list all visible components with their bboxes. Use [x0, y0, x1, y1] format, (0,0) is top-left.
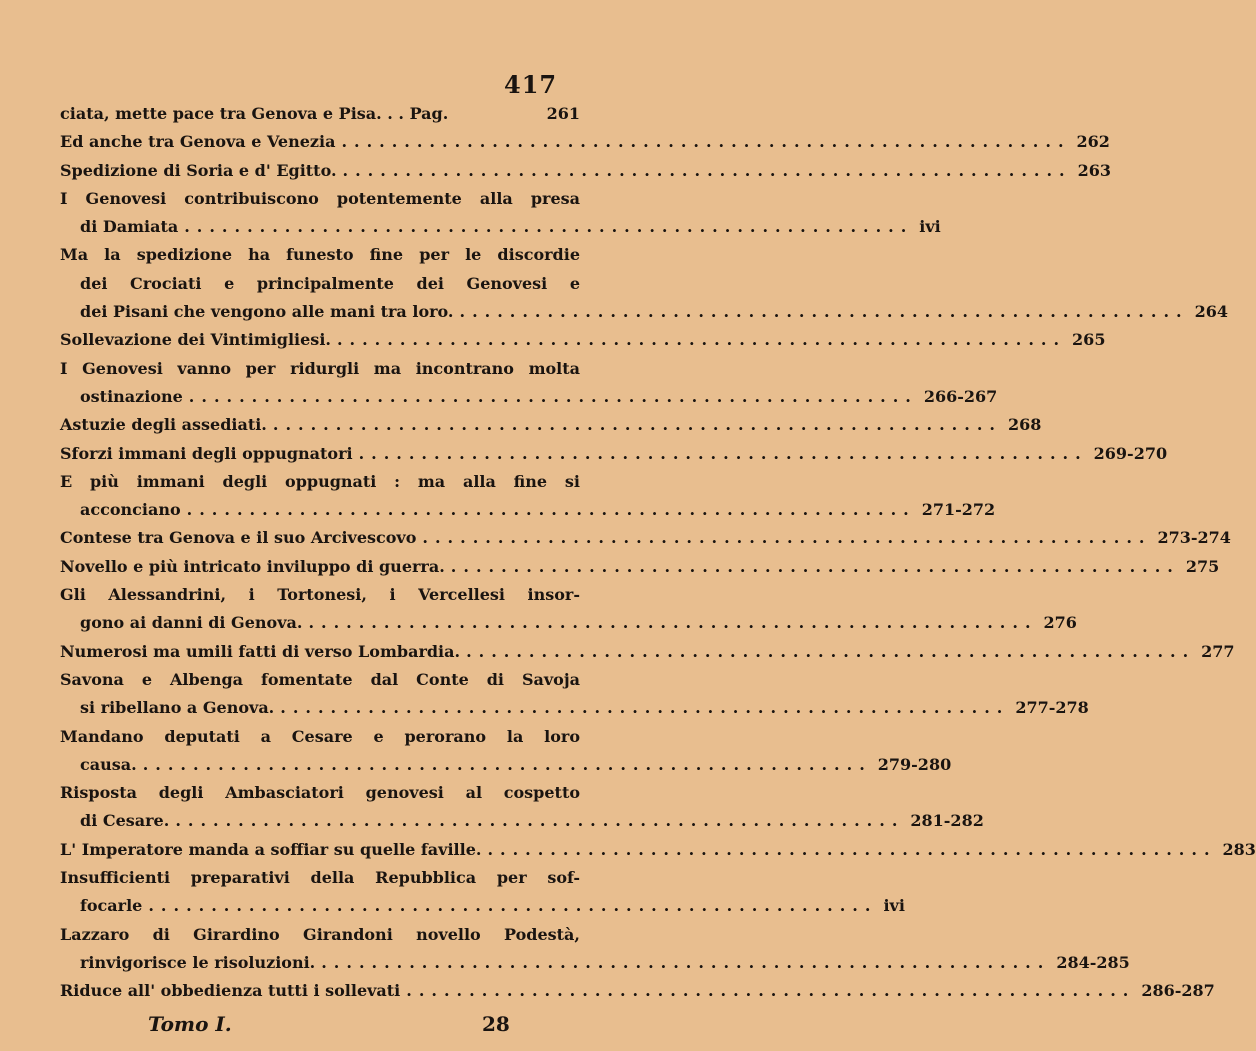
dot-leader: .......................................................... [487, 839, 1217, 859]
toc-entry [60, 977, 1215, 1005]
dot-leader: .......................................................... [336, 330, 1067, 350]
toc-entry-text: Numerosi ma umili fatti di verso Lombardia. [60, 641, 461, 661]
toc-entry-text: rinvigorisce le risoluzioni. [80, 952, 316, 972]
toc-entry-text: Gli Alessandrini, i Tortonesi, i Vercellesi insor- [60, 585, 580, 605]
toc-entry-line [60, 807, 984, 835]
dot-leader: .......................................................... [342, 160, 1072, 180]
toc-entry [60, 638, 1235, 666]
toc-entry-line [60, 892, 905, 920]
toc-page-ref: 261 [546, 104, 580, 123]
toc-page-ref: 266-267 [923, 386, 998, 406]
toc-entry [60, 666, 1089, 723]
toc-entry-text: Lazzaro di Girardino Girandoni novello Podestà, [60, 924, 580, 944]
dot-leader: .......................................................... [406, 981, 1136, 1001]
toc-entry-text: di Damiata [80, 217, 179, 237]
dot-leader: .......................................................... [341, 132, 1071, 152]
dot-leader: .......................................................... [422, 528, 1152, 548]
toc-entry [60, 779, 984, 836]
toc-page-ref: 265 [1072, 330, 1106, 350]
toc-entry-text: Risposta degli Ambasciatori genovesi al cospetto [60, 783, 580, 803]
toc-entry-text: Mandano deputati a Cesare e perorano la loro [60, 726, 580, 746]
toc-page-ref: 277 [1201, 641, 1235, 661]
toc-entry-line [60, 864, 580, 892]
toc-entry-text: Astuzie degli assediati. [60, 415, 267, 435]
toc-entry-text: ciata, mette pace tra Genova e Pisa. . . Pag. [60, 104, 449, 123]
toc-entry-line [60, 751, 952, 779]
toc-entry [60, 524, 1231, 552]
toc-entry [60, 723, 952, 780]
toc-entry-text: Insufficienti preparativi della Repubblica per sof- [60, 868, 580, 888]
toc-entry-line [60, 128, 1110, 156]
toc-entry-line [60, 468, 580, 496]
toc-entry [60, 468, 996, 525]
toc-entry-text: ostinazione [80, 386, 183, 406]
toc-entry-text: Sollevazione dei Vintimigliesi. [60, 330, 331, 350]
dot-leader: .......................................................... [280, 698, 1010, 718]
toc-page-ref: 263 [1077, 160, 1112, 180]
toc-page-ref: 269-270 [1093, 443, 1168, 463]
page-footer [148, 1012, 558, 1036]
volume-label: Tomo I. [148, 1012, 232, 1036]
dot-leader: .......................................................... [459, 302, 1189, 322]
toc-entry-line [60, 609, 1077, 637]
toc-entry-text: si ribellano a Genova. [80, 698, 275, 718]
toc-entry-text: Savona e Albenga fomentate dal Conte di Savoja [60, 669, 580, 689]
dot-leader: .......................................................... [321, 952, 1051, 972]
table-of-contents [60, 100, 1256, 1006]
toc-entry-line [60, 921, 580, 949]
toc-page-ref: 262 [1076, 132, 1110, 152]
toc-entry [60, 553, 1220, 581]
toc-entry-line [60, 326, 1106, 354]
toc-page-ref: 275 [1185, 556, 1220, 576]
toc-entry [60, 326, 1106, 354]
toc-page-ref: 281-282 [910, 811, 984, 831]
toc-entry-line [60, 723, 580, 751]
toc-entry-line [60, 779, 580, 807]
toc-entry [60, 355, 998, 412]
toc-entry-line [60, 836, 1256, 864]
dot-leader: .......................................................... [186, 500, 916, 520]
dot-leader: .......................................................... [148, 896, 878, 916]
toc-page-ref: 273-274 [1157, 528, 1231, 548]
toc-entry-text: E più immani degli oppugnati : ma alla fine si [60, 471, 580, 491]
toc-entry-text: Ma la spedizione ha funesto fine per le discordie [60, 245, 580, 265]
toc-entry-text: I Genovesi contribuiscono potentemente alla presa [60, 188, 580, 208]
toc-entry-text: Ed anche tra Genova e Venezia [60, 132, 336, 152]
toc-entry-text: Novello e più intricato inviluppo di guerra. [60, 556, 445, 576]
toc-page-ref: ivi [883, 896, 905, 916]
toc-entry-text: dei Pisani che vengono alle mani tra loro. [80, 302, 454, 322]
toc-entry [60, 864, 905, 921]
toc-page-ref: 283 [1222, 839, 1256, 859]
toc-entry-line [60, 524, 1231, 552]
toc-entry-text: causa. [80, 754, 137, 774]
toc-entry-line [60, 185, 580, 213]
signature-mark: 28 [482, 1012, 510, 1036]
dot-leader: .......................................................... [188, 386, 918, 406]
toc-page-ref: 286-287 [1141, 981, 1215, 1001]
toc-page-ref: 264 [1194, 302, 1228, 322]
toc-entry [60, 100, 580, 128]
toc-page-ref: 277-278 [1015, 698, 1089, 718]
dot-leader: .......................................................... [175, 811, 905, 831]
toc-entry-text: I Genovesi vanno per ridurgli ma incontrano molta [60, 358, 580, 378]
dot-leader: .......................................................... [308, 613, 1038, 633]
toc-entry [60, 411, 1042, 439]
toc-entry-text: focarle [80, 896, 143, 916]
toc-page-ref: ivi [919, 217, 941, 237]
toc-entry-line [60, 213, 941, 241]
dot-leader: .......................................................... [142, 754, 872, 774]
toc-entry-line [60, 270, 580, 298]
toc-entry-line [60, 355, 580, 383]
toc-entry-line [60, 638, 1235, 666]
toc-entry [60, 836, 1256, 864]
dot-leader: .......................................................... [466, 641, 1196, 661]
toc-entry-line [60, 298, 1228, 326]
toc-entry-line [60, 100, 580, 128]
toc-entry-text: acconciano [80, 500, 181, 520]
toc-entry-line [60, 157, 1112, 185]
toc-entry-text: L' Imperatore manda a soffiar su quelle faville. [60, 839, 482, 859]
toc-entry-text: Contese tra Genova e il suo Arcivescovo [60, 528, 417, 548]
toc-entry [60, 581, 1077, 638]
toc-entry-text: dei Crociati e principalmente dei Genovesi e [80, 273, 580, 293]
toc-page-ref: 284-285 [1056, 952, 1130, 972]
dot-leader: .......................................................... [450, 556, 1180, 576]
toc-entry-line [60, 553, 1220, 581]
dot-leader: .......................................................... [272, 415, 1002, 435]
toc-entry-text: gono ai danni di Genova. [80, 613, 303, 633]
toc-page-ref: 271-272 [921, 500, 996, 520]
dot-leader: .......................................................... [358, 443, 1088, 463]
toc-page-ref: 268 [1007, 415, 1042, 435]
toc-entry [60, 128, 1110, 156]
toc-entry-line [60, 411, 1042, 439]
toc-entry [60, 157, 1112, 185]
toc-entry-line [60, 241, 580, 269]
toc-entry-line [60, 977, 1215, 1005]
toc-entry-line [60, 581, 580, 609]
toc-entry-line [60, 440, 1168, 468]
toc-entry-text: di Cesare. [80, 811, 170, 831]
toc-page-ref: 279-280 [877, 754, 952, 774]
toc-entry [60, 241, 1228, 326]
toc-entry-line [60, 949, 1130, 977]
toc-entry-line [60, 496, 996, 524]
toc-entry-line [60, 666, 580, 694]
toc-entry-line [60, 694, 1089, 722]
page-number: 417 [504, 70, 558, 99]
toc-entry-text: Riduce all' obbedienza tutti i sollevati [60, 981, 401, 1001]
toc-entry-text: Spedizione di Soria e d' Egitto. [60, 160, 337, 180]
toc-entry-line [60, 383, 998, 411]
toc-entry [60, 440, 1168, 468]
toc-page-ref: 276 [1043, 613, 1077, 633]
toc-entry-text: Sforzi immani degli oppugnatori [60, 443, 353, 463]
toc-entry [60, 185, 941, 242]
toc-entry [60, 921, 1130, 978]
dot-leader: .......................................................... [184, 217, 914, 237]
